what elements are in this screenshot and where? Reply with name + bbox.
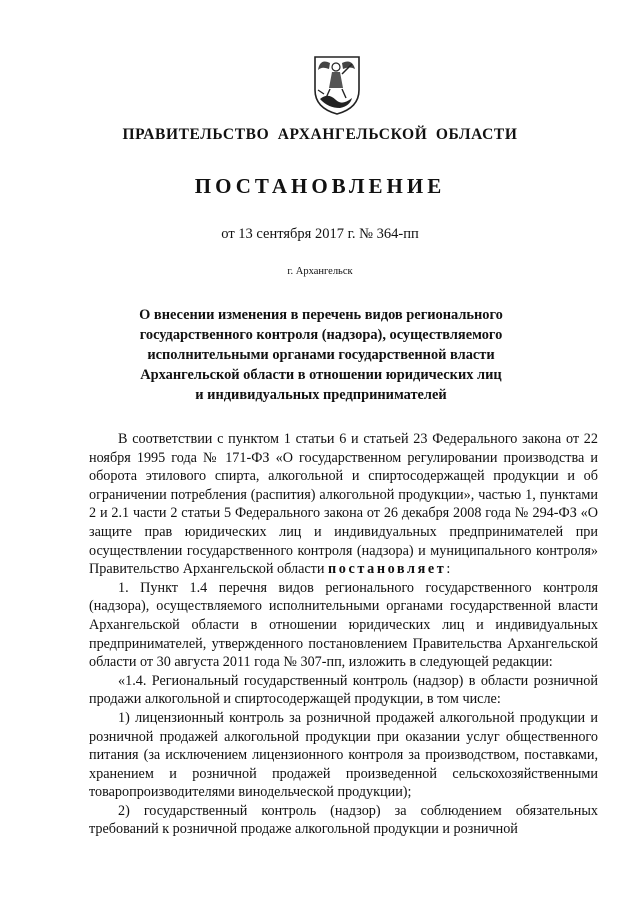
resolves-keyword: постановляет (328, 561, 447, 578)
government-name: ПРАВИТЕЛЬСТВО АРХАНГЕЛЬСКОЙ ОБЛАСТИ (122, 126, 518, 143)
arkhangelsk-coat-of-arms-icon (312, 54, 362, 116)
preamble-text: В соответствии с пунктом 1 статьи 6 и статьей 23 Федерального закона от 22 ноября 1995 года № 171-ФЗ «О государственном регулировании производства и оборота этилового спирта, алкогольной и спиртосодержащей продукции и об ограничении потребления (распития) алкогольной продукции», частью 1, пунктами 2 и 2.1 части 2 статьи 5 Федерального закона от 26 декабря 2008 года № 294-ФЗ «О защите прав юридических лиц и индивидуальных предпринимателей при осуществлении государственного контроля (надзора) и муниципального контроля» Правительство Архангельской области (89, 431, 598, 578)
subject-line: исполнительными органами государственной власти (147, 347, 495, 363)
paragraph-item-1: 1. Пункт 1.4 перечня видов регионального государственного контроля (надзора), осуществляемого исполнительными органами государственной власти Архангельской области в отношении юридических лиц и индивидуальных предпринимателей, утвержденного постановлением Правительства Архангельской области от 30 августа 2011 года № 307-пп, изложить в следующей редакции: (89, 579, 598, 671)
paragraph-preamble (89, 430, 598, 579)
subject-line: и индивидуальных предпринимателей (195, 387, 447, 403)
date-number: от 13 сентября 2017 г. № 364-пп (221, 226, 419, 242)
subject-line: Архангельской области в отношении юридических лиц (140, 367, 502, 383)
city: г. Архангельск (287, 266, 353, 277)
paragraph-item-1-4: «1.4. Региональный государственный контроль (надзор) в области розничной продажи алкогольной и спиртосодержащей продукции, в том числе: (89, 672, 598, 708)
subject-line: государственного контроля (надзора), осуществляемого (139, 327, 503, 343)
document-subject (120, 305, 522, 405)
paragraph-subitem-1: 1) лицензионный контроль за розничной продажей алкогольной продукции и розничной продажей алкогольной продукции при оказании услуг общественного питания (за исключением лицензионного контроля за производством, поставками, хранением и розничной продажей произведенной сельскохозяйственными товаропроизводителями винодельческой продукции); (89, 709, 598, 801)
preamble-end: : (446, 561, 451, 578)
document-body (89, 430, 598, 839)
subject-line: О внесении изменения в перечень видов регионального (139, 307, 503, 323)
paragraph-subitem-2: 2) государственный контроль (надзор) за соблюдением обязательных требований к розничной продаже алкогольной продукции и розничной (89, 802, 598, 838)
document-type-title: ПОСТАНОВЛЕНИЕ (194, 174, 446, 198)
